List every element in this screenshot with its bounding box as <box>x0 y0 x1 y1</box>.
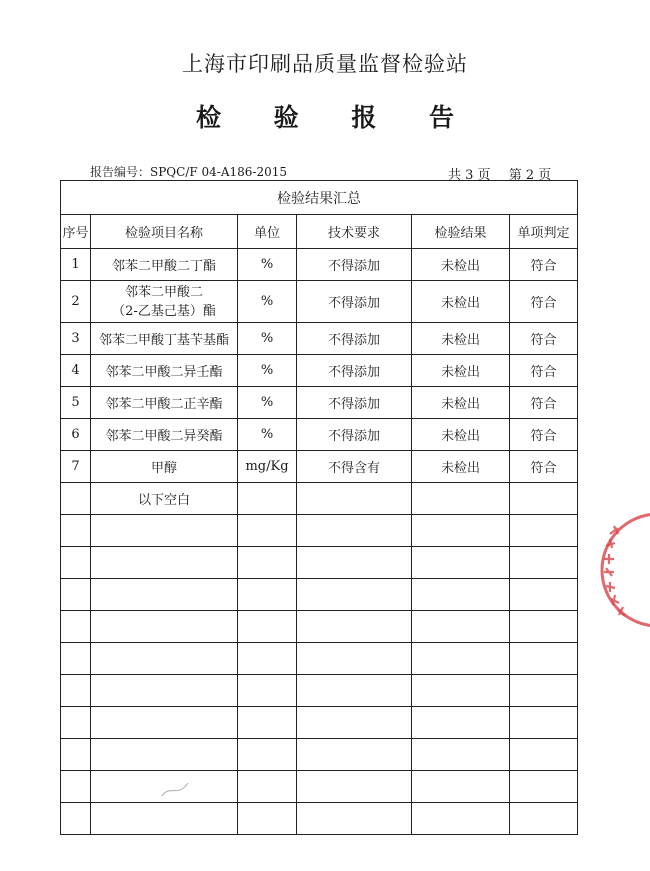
blank-cell <box>61 611 91 643</box>
row-item-name: 邻苯二甲酸二丁酯 <box>91 249 238 281</box>
blank-row <box>61 579 578 611</box>
row-unit: % <box>238 323 297 355</box>
row-item-name: 邻苯二甲酸二异壬酯 <box>91 355 238 387</box>
blank-cell <box>238 515 297 547</box>
row-requirement: 不得添加 <box>297 281 412 323</box>
blank-cell <box>297 515 412 547</box>
blank-note-row <box>61 483 578 515</box>
blank-cell <box>297 643 412 675</box>
blank-cell <box>238 771 297 803</box>
blank-cell <box>412 483 510 515</box>
blank-cell <box>91 643 238 675</box>
blank-cell <box>412 707 510 739</box>
blank-cell <box>510 643 578 675</box>
blank-cell <box>297 579 412 611</box>
row-no: 5 <box>61 387 91 419</box>
blank-cell <box>91 611 238 643</box>
official-seal <box>596 504 650 634</box>
row-item-name-line2: （2-乙基己基）酯 <box>112 303 216 319</box>
row-requirement: 不得添加 <box>297 355 412 387</box>
row-no: 7 <box>61 451 91 483</box>
blank-cell <box>91 803 238 835</box>
col-header-no: 序号 <box>61 215 91 249</box>
blank-cell <box>238 675 297 707</box>
blank-note: 以下空白 <box>91 483 238 515</box>
blank-cell <box>61 707 91 739</box>
blank-row <box>61 611 578 643</box>
row-result: 未检出 <box>412 323 510 355</box>
row-unit: mg/Kg <box>238 451 297 483</box>
blank-cell <box>238 803 297 835</box>
blank-cell <box>91 739 238 771</box>
row-result: 未检出 <box>412 451 510 483</box>
blank-cell <box>61 547 91 579</box>
table-row <box>61 451 578 483</box>
col-header-item-name: 检验项目名称 <box>91 215 238 249</box>
blank-row <box>61 547 578 579</box>
blank-cell <box>61 483 91 515</box>
row-requirement: 不得添加 <box>297 419 412 451</box>
blank-cell <box>510 739 578 771</box>
blank-cell <box>412 771 510 803</box>
results-table <box>60 180 578 835</box>
row-verdict: 符合 <box>510 249 578 281</box>
row-verdict: 符合 <box>510 281 578 323</box>
row-no: 2 <box>61 281 91 323</box>
row-result: 未检出 <box>412 249 510 281</box>
blank-cell <box>238 707 297 739</box>
seal-ring <box>602 514 650 626</box>
blank-cell <box>412 547 510 579</box>
row-verdict: 符合 <box>510 387 578 419</box>
row-no: 6 <box>61 419 91 451</box>
blank-cell <box>238 579 297 611</box>
row-no: 1 <box>61 249 91 281</box>
blank-row <box>61 707 578 739</box>
row-result: 未检出 <box>412 281 510 323</box>
blank-cell <box>297 803 412 835</box>
row-unit: % <box>238 281 297 323</box>
blank-cell <box>412 675 510 707</box>
blank-cell <box>510 579 578 611</box>
blank-row <box>61 643 578 675</box>
row-requirement: 不得添加 <box>297 323 412 355</box>
blank-cell <box>238 483 297 515</box>
current-page: 第 2 页 <box>508 168 552 183</box>
blank-cell <box>510 803 578 835</box>
blank-cell <box>297 707 412 739</box>
blank-cell <box>297 771 412 803</box>
blank-row <box>61 771 578 803</box>
table-row <box>61 249 578 281</box>
blank-cell <box>412 643 510 675</box>
row-verdict: 符合 <box>510 419 578 451</box>
blank-cell <box>61 579 91 611</box>
row-item-name: 邻苯二甲酸二正辛酯 <box>91 387 238 419</box>
row-requirement: 不得添加 <box>297 249 412 281</box>
blank-cell <box>238 643 297 675</box>
blank-cell <box>238 739 297 771</box>
blank-cell <box>510 611 578 643</box>
row-verdict: 符合 <box>510 451 578 483</box>
blank-row <box>61 803 578 835</box>
row-requirement: 不得含有 <box>297 451 412 483</box>
summary-title: 检验结果汇总 <box>61 181 578 215</box>
blank-cell <box>297 547 412 579</box>
row-item-name: 邻苯二甲酸二异癸酯 <box>91 419 238 451</box>
blank-cell <box>61 515 91 547</box>
blank-cell <box>412 579 510 611</box>
blank-cell <box>412 739 510 771</box>
row-no: 4 <box>61 355 91 387</box>
col-header-requirement: 技术要求 <box>297 215 412 249</box>
row-requirement: 不得添加 <box>297 387 412 419</box>
blank-row <box>61 515 578 547</box>
blank-cell <box>510 675 578 707</box>
summary-row <box>61 181 578 215</box>
blank-cell <box>61 803 91 835</box>
col-header-verdict: 单项判定 <box>510 215 578 249</box>
table-row <box>61 323 578 355</box>
row-item-name: 甲醇 <box>91 451 238 483</box>
blank-row <box>61 739 578 771</box>
blank-cell <box>61 739 91 771</box>
blank-cell <box>238 611 297 643</box>
row-unit: % <box>238 419 297 451</box>
blank-cell <box>412 803 510 835</box>
document-title: 检 验 报 告 <box>195 103 477 132</box>
table-row <box>61 387 578 419</box>
row-unit: % <box>238 249 297 281</box>
col-header-result: 检验结果 <box>412 215 510 249</box>
col-header-unit: 单位 <box>238 215 297 249</box>
blank-cell <box>91 515 238 547</box>
row-unit: % <box>238 355 297 387</box>
blank-cell <box>297 483 412 515</box>
report-number: 报告编号：SPQC/F 04-A186-2015 <box>90 165 287 179</box>
blank-cell <box>297 739 412 771</box>
blank-cell <box>91 579 238 611</box>
row-item-name: 邻苯二甲酸丁基苄基酯 <box>91 323 238 355</box>
blank-cell <box>412 515 510 547</box>
blank-cell <box>61 643 91 675</box>
blank-cell <box>91 675 238 707</box>
blank-cell <box>61 771 91 803</box>
row-item-name <box>91 281 238 323</box>
header-row <box>61 215 578 249</box>
blank-row <box>61 675 578 707</box>
row-result: 未检出 <box>412 355 510 387</box>
blank-cell <box>238 547 297 579</box>
blank-cell <box>510 547 578 579</box>
row-result: 未检出 <box>412 387 510 419</box>
row-item-name-line1: 邻苯二甲酸二 <box>124 284 203 300</box>
blank-cell <box>91 771 238 803</box>
blank-cell <box>510 515 578 547</box>
blank-cell <box>61 675 91 707</box>
total-pages: 共 3 页 <box>448 168 491 183</box>
blank-cell <box>510 771 578 803</box>
table-row <box>61 355 578 387</box>
seal-text-strokes <box>604 526 625 616</box>
row-result: 未检出 <box>412 419 510 451</box>
blank-cell <box>91 707 238 739</box>
table-row <box>61 281 578 323</box>
table-row <box>61 419 578 451</box>
row-unit: % <box>238 387 297 419</box>
blank-cell <box>510 483 578 515</box>
blank-cell <box>510 707 578 739</box>
row-verdict: 符合 <box>510 323 578 355</box>
organization-name: 上海市印刷品质量监督检验站 <box>182 52 468 76</box>
blank-cell <box>91 547 238 579</box>
blank-cell <box>297 611 412 643</box>
row-verdict: 符合 <box>510 355 578 387</box>
blank-cell <box>297 675 412 707</box>
row-no: 3 <box>61 323 91 355</box>
blank-cell <box>412 611 510 643</box>
